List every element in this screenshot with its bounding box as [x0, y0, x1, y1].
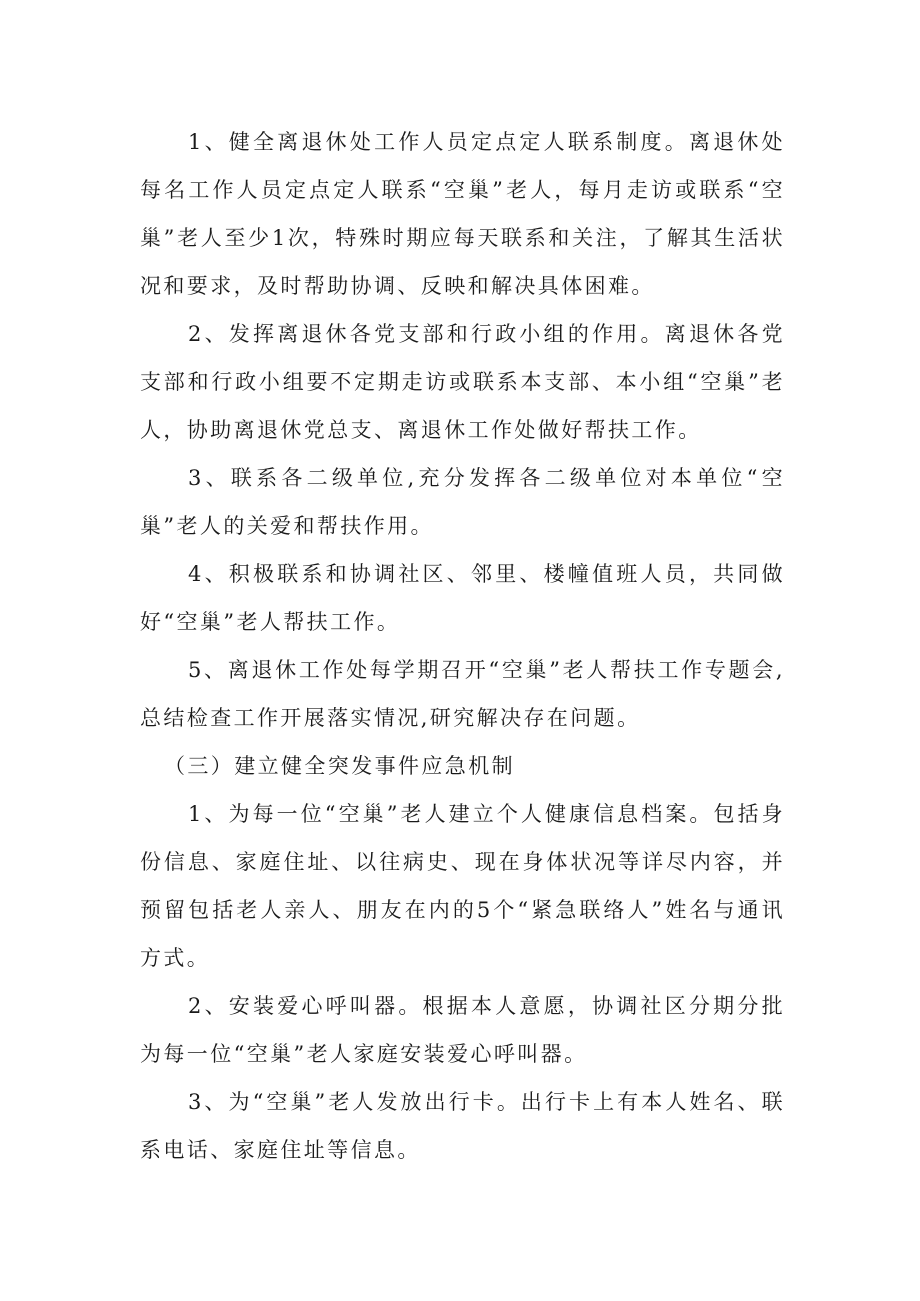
paragraph-8: 3、为“空巢”老人发放出行卡。出行卡上有本人姓名、联系电话、家庭住址等信息。 — [140, 1090, 785, 1162]
paragraph-6: 1、为每一位“空巢”老人建立个人健康信息档案。包括身份信息、家庭住址、以往病史、现在身体状况等详尽内容，并预留包括老人亲人、朋友在内的5个“紧急联络人”姓名与通讯方式。 — [140, 802, 785, 970]
paragraph-4: 4、积极联系和协调社区、邻里、楼幢值班人员，共同做好“空巢”老人帮扶工作。 — [140, 562, 785, 634]
paragraph-1: 1、健全离退休处工作人员定点定人联系制度。离退休处每名工作人员定点定人联系“空巢”老人，每月走访或联系“空巢”老人至少1次，特殊时期应每天联系和关注，了解其生活状况和要求，及时帮助协调、反映和解决具体困难。 — [140, 130, 785, 298]
paragraph-7: 2、安装爱心呼叫器。根据本人意愿，协调社区分期分批为每一位“空巢”老人家庭安装爱心呼叫器。 — [140, 994, 785, 1066]
paragraph-2: 2、发挥离退休各党支部和行政小组的作用。离退休各党支部和行政小组要不定期走访或联系本支部、本小组“空巢”老人，协助离退休党总支、离退休工作处做好帮扶工作。 — [140, 322, 785, 442]
paragraph-3: 3、联系各二级单位,充分发挥各二级单位对本单位“空巢”老人的关爱和帮扶作用。 — [140, 466, 785, 538]
paragraph-5: 5、离退休工作处每学期召开“空巢”老人帮扶工作专题会,总结检查工作开展落实情况,研究解决存在问题。 — [140, 658, 785, 730]
section-heading: （三）建立健全突发事件应急机制 — [164, 754, 515, 778]
document-body — [140, 118, 785, 1174]
